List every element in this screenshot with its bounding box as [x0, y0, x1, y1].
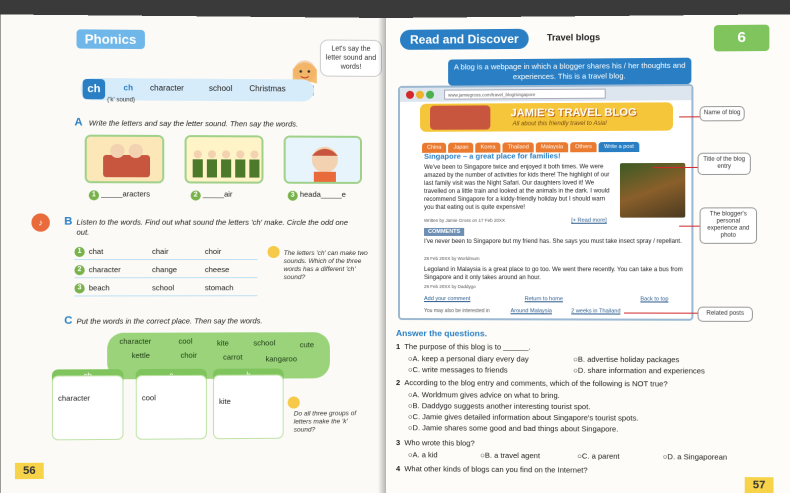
comment-2: Legoland in Malaysia is a great place to go too. We went there recently. You can take a bus from Singapore and it only takes around an hour.: [424, 267, 683, 282]
section-title-read-discover: Read and Discover: [400, 29, 529, 50]
ch-letters: ch: [123, 83, 134, 93]
page-number-left: 56: [15, 463, 44, 479]
column-ch-example: character: [58, 393, 91, 403]
q3-option-c[interactable]: ○C. a parent: [577, 451, 620, 461]
callout-line: [679, 116, 699, 117]
section-title-phonics: Phonics: [77, 29, 145, 49]
picture-characters: [85, 135, 165, 184]
browser-toolbar: [400, 86, 691, 102]
k-sound-note: ('k' sound): [107, 97, 136, 104]
speech-bubble: Let's say the letter sound and words!: [320, 39, 382, 77]
column-ch: [52, 375, 124, 440]
question-4-number: 4: [395, 464, 401, 474]
tab-thailand[interactable]: Thailand: [503, 142, 534, 152]
picture-headache: [284, 136, 362, 184]
left-page: [1, 14, 386, 493]
comment-1-meta: 28 Feb 20XX by Worldmum: [424, 256, 480, 262]
q3-option-b[interactable]: ○B. a travel agent: [480, 450, 540, 461]
add-comment-link[interactable]: Add your comment: [424, 296, 471, 303]
blank-1[interactable]: [89, 189, 150, 200]
tab-korea[interactable]: Korea: [476, 143, 501, 153]
column-c-example: cool: [141, 393, 156, 403]
bank-word[interactable]: choir: [180, 350, 198, 360]
bank-word[interactable]: school: [253, 338, 276, 348]
ch-word-3: Christmas: [249, 84, 286, 94]
browser-minimize-icon[interactable]: [416, 91, 424, 99]
comment-1: I've never been to Singapore but my friend has. She says you must take insect spray / repellant.: [424, 238, 682, 245]
section-a-label: A: [74, 116, 83, 129]
row-2-word-2[interactable]: change: [152, 265, 178, 275]
back-to-top-link[interactable]: Back to top: [640, 296, 669, 303]
q2-option-b[interactable]: ○B. Daddygo suggests another interesting tourist spot.: [408, 401, 591, 412]
browser-maximize-icon[interactable]: [426, 91, 434, 99]
related-label: You may also be interested in: [424, 308, 490, 315]
blank-2-text: _____air: [202, 189, 233, 199]
row-number-2: 2: [74, 265, 84, 275]
related-post-2[interactable]: 2 weeks in Thailand: [571, 308, 621, 315]
tab-write-post[interactable]: Write a post: [599, 142, 639, 152]
lightbulb-icon: [288, 396, 300, 408]
blank-1-text: _____aracters: [101, 189, 151, 199]
bank-word[interactable]: cool: [178, 336, 193, 346]
lightbulb-icon: [268, 246, 280, 258]
section-a-instruction: Write the letters and say the letter sound. Then say the words.: [88, 118, 299, 129]
row-1-word-3[interactable]: choir: [204, 246, 222, 257]
item-number-2: 2: [191, 191, 201, 201]
bank-word[interactable]: cute: [299, 340, 315, 350]
browser-close-icon[interactable]: [406, 91, 414, 99]
bank-word[interactable]: kite: [217, 338, 229, 348]
bank-word[interactable]: character: [119, 336, 152, 346]
picture-choir: [185, 135, 264, 184]
section-c-label: C: [64, 314, 73, 327]
blog-tagline: All about this friendly travel to Asia!: [512, 120, 607, 128]
tiger-photo: [620, 163, 685, 218]
table-row: [74, 278, 257, 296]
ch-word-1: character: [150, 83, 184, 93]
question-4-text: What other kinds of blogs can you find on the Internet?: [404, 464, 588, 475]
column-c: [136, 375, 207, 440]
tab-china[interactable]: China: [422, 143, 446, 153]
blog-name: JAMIE'S TRAVEL BLOG: [510, 106, 637, 120]
bank-word[interactable]: carrot: [223, 352, 243, 362]
intro-box: A blog is a webpage in which a blogger shares his / her thoughts and experiences. This is a travel blog.: [448, 58, 691, 86]
bank-word[interactable]: kangaroo: [265, 354, 298, 364]
right-page: [386, 14, 790, 493]
column-k: [213, 374, 284, 439]
q2-option-d[interactable]: ○D. Jamie shares some good and bad things about Singapore.: [408, 423, 619, 434]
question-1: [396, 342, 531, 352]
q3-option-a[interactable]: ○A. a kid: [408, 450, 438, 460]
section-c-note: Do all three groups of letters make the 'k' sound?: [293, 410, 357, 434]
table-row: [74, 242, 257, 260]
question-2-number: 2: [395, 378, 401, 388]
section-b-label: B: [64, 215, 73, 228]
blog-tabs: [422, 135, 685, 151]
section-subtitle: Travel blogs: [546, 32, 601, 43]
question-2: [396, 378, 668, 388]
q2-option-c[interactable]: ○C. Jamie gives detailed information about Singapore's tourist spots.: [408, 412, 639, 423]
table-row: [74, 260, 257, 278]
callout-blog-name: Name of blog: [700, 106, 745, 121]
row-2-word-3[interactable]: cheese: [204, 265, 230, 275]
row-number-3: 3: [74, 283, 84, 293]
blank-3[interactable]: [288, 190, 346, 201]
read-more-link[interactable]: [+ Read more]: [571, 217, 607, 224]
unit-number: 6: [714, 25, 769, 52]
page-number-right: 57: [745, 477, 774, 493]
column-k-example: kite: [219, 396, 231, 406]
comment-2-meta: 29 Feb 20XX by Daddygo: [424, 284, 476, 290]
banner-photo: [430, 105, 490, 129]
q1-option-c[interactable]: ○C. write messages to friends: [408, 365, 508, 375]
address-bar[interactable]: www.jamiegross.com/travel_blog/singapore: [444, 89, 606, 100]
question-2-text: According to the blog entry and comments, which of the following is NOT true?: [404, 378, 668, 389]
question-3-number: 3: [395, 438, 401, 448]
callout-related: Related posts: [698, 307, 753, 322]
question-1-text: The purpose of this blog is to ______.: [404, 342, 531, 352]
bank-word[interactable]: kettle: [131, 350, 150, 361]
section-c-instruction: Put the words in the correct place. Then say the words.: [76, 316, 263, 326]
blank-3-text: heada_____e: [299, 189, 346, 199]
question-3-text: Who wrote this blog?: [404, 438, 475, 448]
callout-line: [679, 226, 699, 227]
q2-option-a[interactable]: ○A. Worldmum gives advice on what to bring.: [408, 390, 560, 400]
related-post-1[interactable]: Around Malaysia: [510, 308, 552, 315]
question-3: [396, 438, 475, 448]
section-b-note: The letters 'ch' can make two sounds. Which of the three words has a different 'ch' sound?: [283, 249, 368, 282]
callout-line: [653, 167, 698, 168]
entry-byline: Written by Jamie Gross on 17 Feb 20XX: [424, 217, 505, 223]
row-1-word-1[interactable]: chat: [88, 246, 104, 257]
q1-option-b[interactable]: ○B. advertise holiday packages: [573, 354, 680, 365]
callout-line: [624, 313, 697, 314]
entry-body: We've been to Singapore twice and enjoyed it both times. We were amazed by the number of activities for kids there! The highlight of our last family visit was the Night Safari. Our daughters loved it! We travelled on a little train and looked at the animals in the dark. I would recommend Singapore for a kiddy-friendly holiday but I should warn you that eating out is quite expensive!: [424, 164, 610, 211]
blank-2[interactable]: [191, 190, 233, 201]
question-1-number: 1: [395, 342, 401, 352]
entry-title: Singapore – a great place for families!: [424, 151, 561, 161]
q1-option-a[interactable]: ○A. keep a personal diary every day: [408, 354, 529, 364]
row-3-word-3[interactable]: stomach: [204, 283, 234, 293]
q3-option-d[interactable]: ○D. a Singaporean: [662, 452, 728, 462]
q1-option-d[interactable]: ○D. share information and experiences: [573, 365, 705, 376]
tab-others[interactable]: Others: [570, 142, 597, 152]
audio-icon[interactable]: ♪: [31, 213, 49, 231]
browser-window: [398, 84, 693, 321]
callout-experience: The blogger's personal experience and photo: [700, 207, 757, 244]
row-3-word-1[interactable]: beach: [88, 283, 110, 293]
row-3-word-2[interactable]: school: [152, 283, 175, 293]
ch-word-2: school: [208, 83, 233, 94]
item-number-3: 3: [288, 191, 298, 201]
section-b-instruction: Listen to the words. Find out what sound the letters 'ch' make. Circle the odd one out.: [76, 217, 348, 237]
row-2-word-1[interactable]: character: [88, 265, 121, 275]
questions-heading: Answer the questions.: [395, 328, 488, 339]
tab-japan[interactable]: Japan: [448, 143, 473, 153]
return-home-link[interactable]: Return to home: [524, 296, 564, 303]
callout-entry-title: Title of the blog entry: [698, 153, 751, 175]
row-number-1: 1: [74, 247, 84, 257]
ch-badge: ch: [83, 79, 105, 99]
comments-label: COMMENTS: [424, 228, 464, 236]
row-1-word-2[interactable]: chair: [152, 246, 169, 257]
item-number-1: 1: [89, 190, 99, 200]
question-4: [396, 464, 588, 475]
tab-malaysia[interactable]: Malaysia: [536, 142, 568, 152]
